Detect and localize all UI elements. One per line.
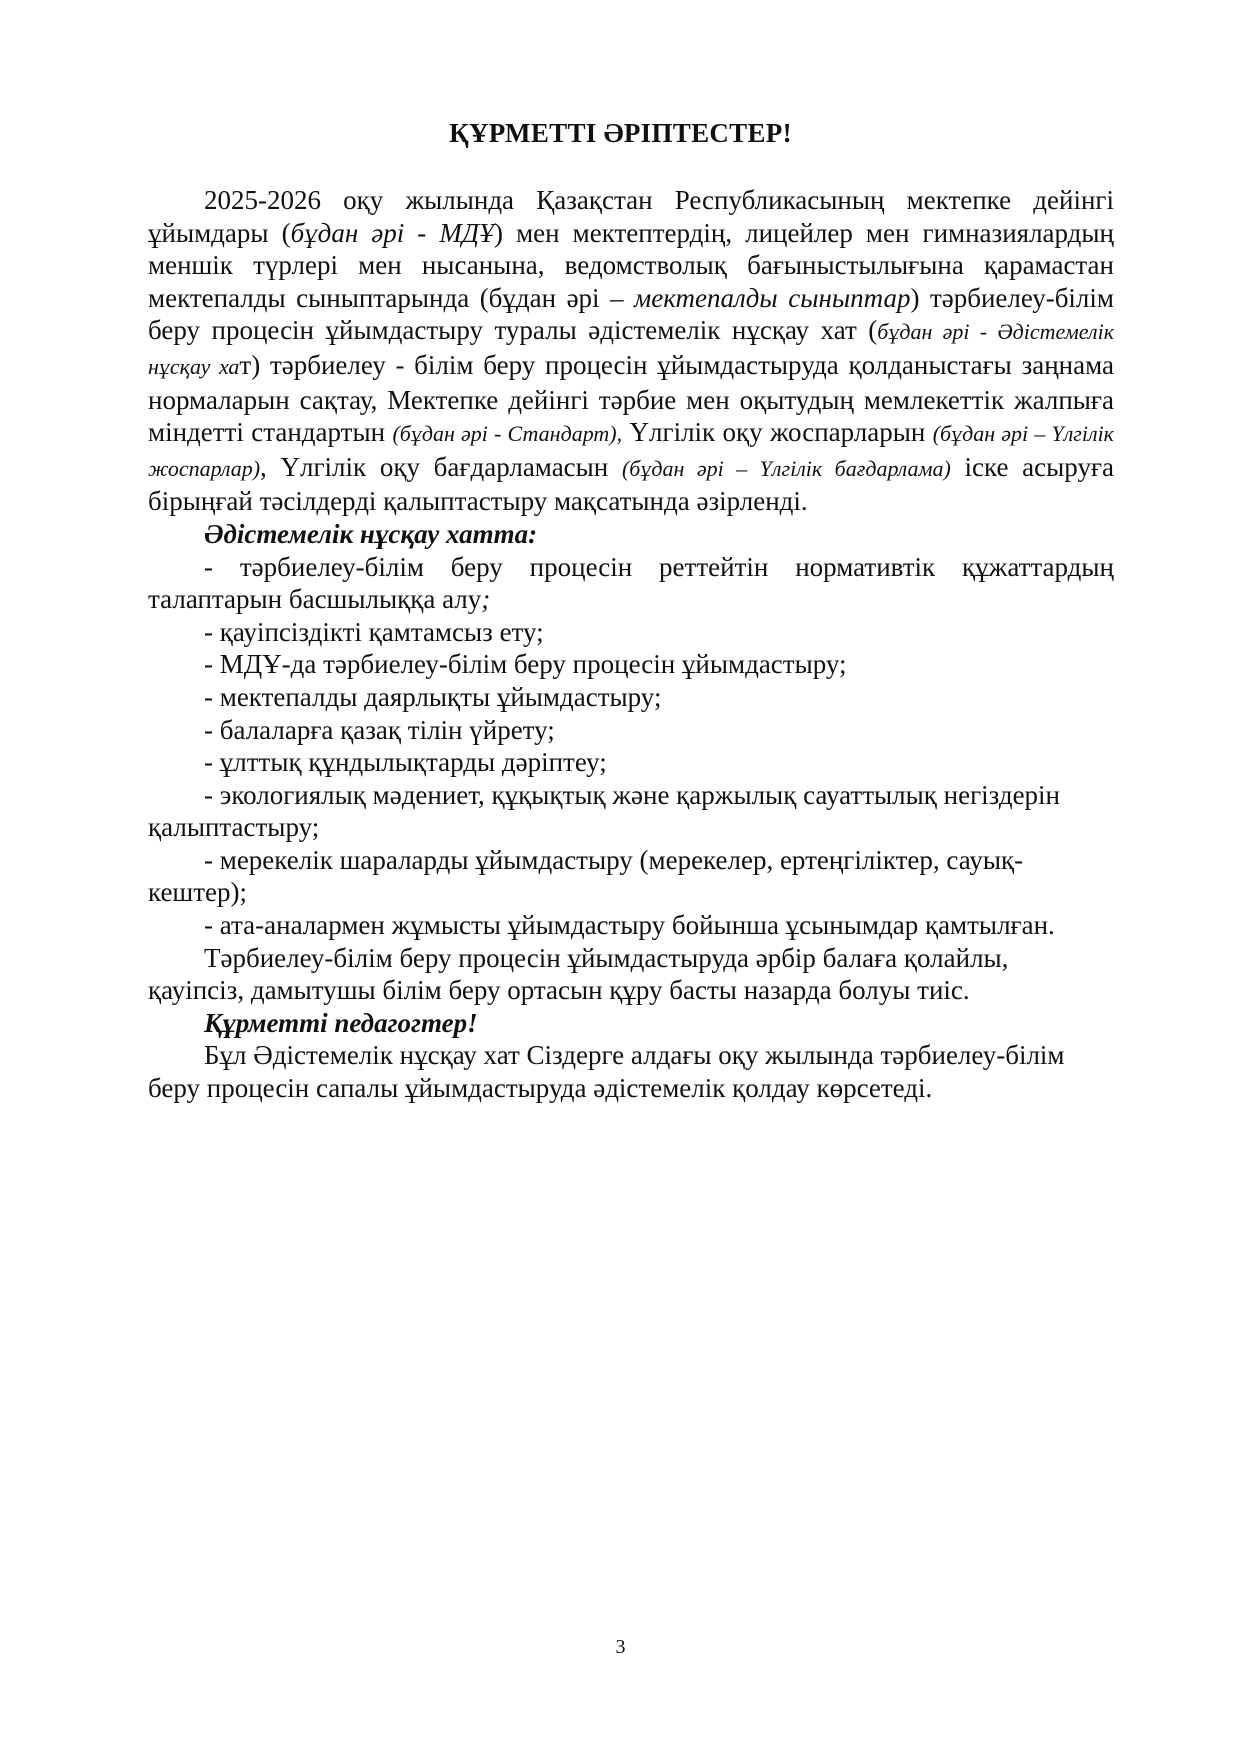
letter-heading: Әдістемелік нұсқау хатта: — [204, 518, 538, 549]
list-item: - мерекелік шараларды ұйымдастыру (мерекелер, ертеңгіліктер, сауық-кештер); — [148, 844, 1024, 908]
page-number: 3 — [615, 1636, 626, 1658]
intro-text: Үлгілік оқу жоспарларын — [622, 417, 933, 448]
intro-italic: (бұдан әрі – Үлгілік жоспарлар) — [148, 421, 1114, 481]
environment-paragraph: Тәрбиелеу-білім беру процесін ұйымдастыруда әрбір балаға қолайлы, қауіпсіз, дамытушы білім беру ортасын құру басты назарда болуы тиіс. — [148, 942, 1009, 1006]
intro-paragraph — [148, 184, 1114, 518]
intro-italic: (бұдан әрі - Стандарт), — [392, 421, 623, 447]
intro-text: , Үлгілік оқу бағдарламасын — [260, 451, 622, 482]
teachers-heading: Құрметті педагогтер! — [204, 1007, 478, 1038]
intro-italic: бұдан әрі - МДҰ — [290, 217, 495, 248]
page-title: ҚҰРМЕТТІ ӘРІПТЕСТЕР! — [449, 118, 792, 148]
intro-text: іске асыруға бірыңғай тәсілдерді қалыптастыру мақсатында әзірленді. — [148, 451, 1114, 517]
list-item: - мектепалды даярлықты ұйымдастыру; — [204, 681, 662, 712]
intro-italic: (бұдан әрі – Үлгілік бағдарлама) — [621, 455, 951, 481]
list-item: - қауіпсіздікті қамтамсыз ету; — [204, 616, 544, 647]
list-item: - МДҰ-да тәрбиелеу-білім беру процесін ұйымдастыру; — [204, 649, 847, 680]
intro-text: ) тәрбиелеу-білім беру процесін ұйымдастыру туралы әдістемелік нұсқау хат ( — [148, 282, 1114, 346]
intro-text: т) тәрбиелеу - білім беру процесін ұйымдастыруда қолданыстағы заңнама нормаларын сақтау, Мектепке дейінгі тәрбие мен оқытудың мемлекеттік жалпыға міндетті стандартын — [148, 349, 1114, 448]
list-item-punct: ; — [481, 584, 491, 615]
list-item: - экологиялық мәдениет, құқықтық және қаржылық сауаттылық негіздерін қалыптастыру; — [148, 779, 1060, 843]
closing-paragraph: Бұл Әдістемелік нұсқау хат Сіздерге алдағы оқу жылында тәрбиелеу-білім беру процесін сапалы ұйымдастыруда әдістемелік қолдау көрсетеді. — [148, 1040, 1065, 1104]
intro-text: ) мен мектептердің, лицейлер мен гимназиялардың меншік түрлері мен нысанына, ведомстволық бағыныстылығына қарамастан мектепалды сыныптарында (бұдан әрі – — [148, 217, 1115, 313]
document-body — [148, 184, 1114, 1105]
list-item: - ата-аналармен жұмысты ұйымдастыру бойынша ұсынымдар қамтылған. — [204, 910, 1055, 941]
list-item-text: - тәрбиелеу-білім беру процесін реттейтін нормативтік құжаттардың талаптарын басшылыққа алу — [148, 551, 1114, 615]
list-item: - балаларға қазақ тілін үйрету; — [204, 714, 555, 745]
intro-italic: мектепалды сыныптар — [634, 282, 911, 313]
list-item: - ұлттық құндылықтарды дәріптеу; — [204, 747, 607, 778]
list-item — [148, 551, 1114, 616]
intro-text: 2025-2026 оқу жылында Қазақстан Республикасының мектепке дейінгі ұйымдары ( — [148, 185, 1114, 248]
intro-italic: бұдан әрі - Әдістемелік нұсқау ха — [148, 319, 1114, 379]
